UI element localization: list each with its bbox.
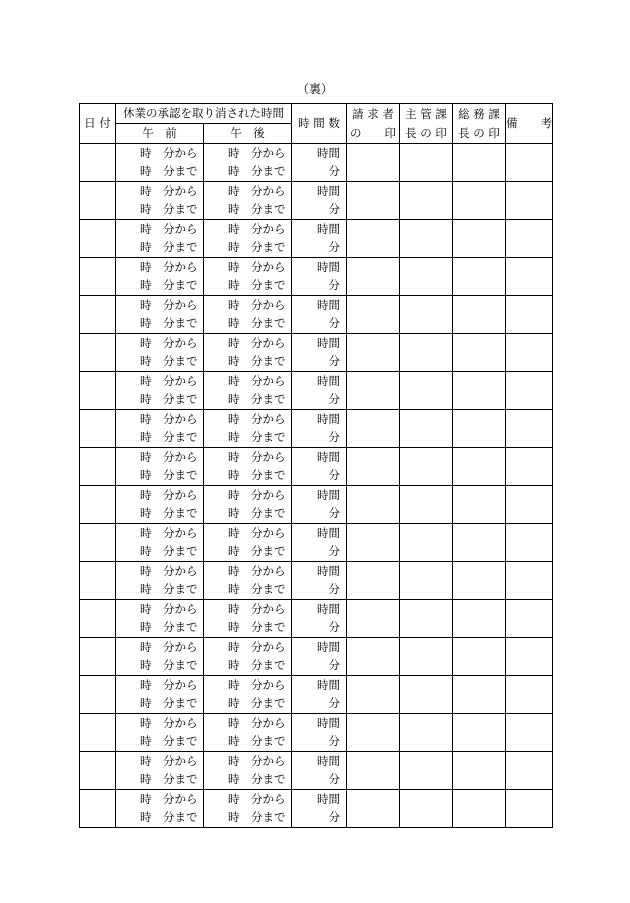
requester-seal-cell[interactable]	[347, 220, 400, 258]
general-affairs-seal-header	[453, 104, 506, 144]
hours-label: 時間	[317, 146, 340, 160]
time-to-label: 時 分まで	[140, 544, 198, 558]
entry-row	[80, 410, 553, 448]
remarks-cell[interactable]	[506, 638, 553, 676]
time-to-label: 時 分まで	[228, 544, 286, 558]
requester-seal-cell[interactable]	[347, 714, 400, 752]
time-from-label: 時 分から	[228, 184, 286, 198]
cancellation-record-table	[79, 103, 553, 828]
date-cell[interactable]	[80, 562, 116, 600]
entry-row	[80, 524, 553, 562]
pm-time-cell[interactable]	[204, 676, 292, 714]
date-cell[interactable]	[80, 296, 116, 334]
time-to-label: 時 分まで	[140, 582, 198, 596]
time-from-label: 時 分から	[228, 336, 286, 350]
chief-seal-cell[interactable]	[400, 714, 453, 752]
time-from-label: 時 分から	[140, 222, 198, 236]
time-from-label: 時 分から	[140, 716, 198, 730]
time-to-label: 時 分まで	[140, 772, 198, 786]
pm-time-cell[interactable]	[204, 448, 292, 486]
am-time-cell[interactable]	[116, 676, 204, 714]
chief-seal-cell[interactable]	[400, 676, 453, 714]
hours-label: 時間	[317, 716, 340, 730]
general-seal-header-bottom: 長 の 印	[458, 126, 500, 140]
pm-header: 午 後	[204, 124, 292, 144]
hours-label: 時間	[317, 450, 340, 464]
time-to-label: 時 分まで	[228, 696, 286, 710]
general-affairs-seal-cell[interactable]	[453, 752, 506, 790]
hours-cell[interactable]	[292, 372, 347, 410]
general-affairs-seal-cell[interactable]	[453, 410, 506, 448]
chief-seal-cell[interactable]	[400, 562, 453, 600]
chief-seal-cell[interactable]	[400, 448, 453, 486]
am-time-cell[interactable]	[116, 486, 204, 524]
entry-row	[80, 676, 553, 714]
time-from-label: 時 分から	[228, 678, 286, 692]
hours-header: 時 間 数	[292, 104, 347, 144]
entry-row	[80, 600, 553, 638]
am-time-cell[interactable]	[116, 448, 204, 486]
date-cell[interactable]	[80, 486, 116, 524]
time-to-label: 時 分まで	[228, 392, 286, 406]
general-affairs-seal-cell[interactable]	[453, 790, 506, 828]
time-to-label: 時 分まで	[228, 316, 286, 330]
date-cell[interactable]	[80, 676, 116, 714]
minutes-label: 分	[328, 354, 340, 368]
hours-cell[interactable]	[292, 410, 347, 448]
time-from-label: 時 分から	[140, 792, 198, 806]
time-to-label: 時 分まで	[228, 164, 286, 178]
entry-row	[80, 638, 553, 676]
page-caption: （裏）	[296, 82, 333, 96]
general-affairs-seal-cell[interactable]	[453, 638, 506, 676]
time-from-label: 時 分から	[140, 260, 198, 274]
date-cell[interactable]	[80, 524, 116, 562]
chief-seal-cell[interactable]	[400, 638, 453, 676]
am-time-cell[interactable]	[116, 714, 204, 752]
time-to-label: 時 分まで	[140, 240, 198, 254]
time-to-label: 時 分まで	[140, 278, 198, 292]
requester-seal-cell[interactable]	[347, 790, 400, 828]
requester-seal-cell[interactable]	[347, 486, 400, 524]
time-to-label: 時 分まで	[140, 734, 198, 748]
time-to-label: 時 分まで	[140, 468, 198, 482]
am-time-cell[interactable]	[116, 524, 204, 562]
pm-time-cell[interactable]	[204, 752, 292, 790]
requester-seal-cell[interactable]	[347, 182, 400, 220]
remarks-cell[interactable]	[506, 144, 553, 182]
general-affairs-seal-cell[interactable]	[453, 182, 506, 220]
requester-seal-cell[interactable]	[347, 410, 400, 448]
hours-cell[interactable]	[292, 790, 347, 828]
time-to-label: 時 分まで	[228, 430, 286, 444]
time-to-label: 時 分まで	[228, 506, 286, 520]
general-affairs-seal-cell[interactable]	[453, 296, 506, 334]
minutes-label: 分	[328, 240, 340, 254]
remarks-cell[interactable]	[506, 752, 553, 790]
date-cell[interactable]	[80, 334, 116, 372]
am-header: 午 前	[116, 124, 204, 144]
general-affairs-seal-cell[interactable]	[453, 220, 506, 258]
hours-label: 時間	[317, 184, 340, 198]
chief-seal-header	[400, 104, 453, 144]
requester-seal-header-top: 請 求 者	[352, 107, 394, 121]
remarks-cell[interactable]	[506, 790, 553, 828]
requester-seal-cell[interactable]	[347, 372, 400, 410]
am-time-cell[interactable]	[116, 334, 204, 372]
time-to-label: 時 分まで	[228, 658, 286, 672]
date-cell[interactable]	[80, 372, 116, 410]
date-cell[interactable]	[80, 220, 116, 258]
am-time-cell[interactable]	[116, 182, 204, 220]
hours-cell[interactable]	[292, 714, 347, 752]
am-time-cell[interactable]	[116, 296, 204, 334]
entry-row	[80, 752, 553, 790]
entry-row	[80, 714, 553, 752]
chief-seal-cell[interactable]	[400, 486, 453, 524]
general-affairs-seal-cell[interactable]	[453, 372, 506, 410]
minutes-label: 分	[328, 544, 340, 558]
hours-label: 時間	[317, 336, 340, 350]
entry-row	[80, 144, 553, 182]
chief-seal-cell[interactable]	[400, 600, 453, 638]
pm-time-cell[interactable]	[204, 144, 292, 182]
time-to-label: 時 分まで	[228, 734, 286, 748]
requester-seal-cell[interactable]	[347, 752, 400, 790]
pm-time-cell[interactable]	[204, 334, 292, 372]
hours-label: 時間	[317, 640, 340, 654]
date-cell[interactable]	[80, 410, 116, 448]
minutes-label: 分	[328, 468, 340, 482]
remarks-header: 備 考	[506, 104, 553, 144]
hours-cell[interactable]	[292, 562, 347, 600]
remarks-cell[interactable]	[506, 182, 553, 220]
date-cell[interactable]	[80, 752, 116, 790]
time-from-label: 時 分から	[140, 678, 198, 692]
chief-seal-header-top: 主 管 課	[405, 107, 447, 121]
hours-cell[interactable]	[292, 296, 347, 334]
am-time-cell[interactable]	[116, 752, 204, 790]
chief-seal-cell[interactable]	[400, 752, 453, 790]
am-time-cell[interactable]	[116, 790, 204, 828]
hours-label: 時間	[317, 678, 340, 692]
time-to-label: 時 分まで	[140, 696, 198, 710]
minutes-label: 分	[328, 582, 340, 596]
time-from-label: 時 分から	[140, 374, 198, 388]
time-from-label: 時 分から	[228, 792, 286, 806]
time-from-label: 時 分から	[140, 488, 198, 502]
remarks-cell[interactable]	[506, 220, 553, 258]
time-to-label: 時 分まで	[228, 582, 286, 596]
general-affairs-seal-cell[interactable]	[453, 676, 506, 714]
remarks-cell[interactable]	[506, 600, 553, 638]
hours-label: 時間	[317, 602, 340, 616]
remarks-cell[interactable]	[506, 676, 553, 714]
requester-seal-cell[interactable]	[347, 258, 400, 296]
date-cell[interactable]	[80, 144, 116, 182]
time-from-label: 時 分から	[140, 146, 198, 160]
time-from-label: 時 分から	[140, 602, 198, 616]
minutes-label: 分	[328, 658, 340, 672]
remarks-cell[interactable]	[506, 524, 553, 562]
chief-seal-cell[interactable]	[400, 144, 453, 182]
entry-row	[80, 220, 553, 258]
am-time-cell[interactable]	[116, 220, 204, 258]
am-time-cell[interactable]	[116, 600, 204, 638]
minutes-label: 分	[328, 810, 340, 824]
time-from-label: 時 分から	[140, 336, 198, 350]
minutes-label: 分	[328, 392, 340, 406]
time-to-label: 時 分まで	[140, 620, 198, 634]
requester-seal-cell[interactable]	[347, 144, 400, 182]
pm-time-cell[interactable]	[204, 600, 292, 638]
date-cell[interactable]	[80, 600, 116, 638]
general-affairs-seal-cell[interactable]	[453, 486, 506, 524]
requester-seal-cell[interactable]	[347, 562, 400, 600]
time-from-label: 時 分から	[228, 602, 286, 616]
time-to-label: 時 分まで	[140, 164, 198, 178]
general-affairs-seal-cell[interactable]	[453, 334, 506, 372]
entry-row	[80, 334, 553, 372]
date-cell[interactable]	[80, 448, 116, 486]
hours-cell[interactable]	[292, 448, 347, 486]
hours-cell[interactable]	[292, 182, 347, 220]
requester-seal-cell[interactable]	[347, 448, 400, 486]
time-from-label: 時 分から	[140, 298, 198, 312]
minutes-label: 分	[328, 506, 340, 520]
hours-label: 時間	[317, 792, 340, 806]
chief-seal-cell[interactable]	[400, 334, 453, 372]
entry-row	[80, 448, 553, 486]
time-from-label: 時 分から	[140, 564, 198, 578]
hours-cell[interactable]	[292, 638, 347, 676]
remarks-cell[interactable]	[506, 334, 553, 372]
requester-seal-cell[interactable]	[347, 524, 400, 562]
time-from-label: 時 分から	[140, 640, 198, 654]
time-from-label: 時 分から	[140, 184, 198, 198]
hours-label: 時間	[317, 488, 340, 502]
time-from-label: 時 分から	[140, 754, 198, 768]
time-from-label: 時 分から	[140, 412, 198, 426]
entry-row	[80, 182, 553, 220]
remarks-cell[interactable]	[506, 372, 553, 410]
hours-label: 時間	[317, 412, 340, 426]
entry-row	[80, 486, 553, 524]
requester-seal-cell[interactable]	[347, 676, 400, 714]
hours-cell[interactable]	[292, 486, 347, 524]
minutes-label: 分	[328, 430, 340, 444]
chief-seal-header-bottom: 長 の 印	[405, 126, 447, 140]
time-to-label: 時 分まで	[228, 354, 286, 368]
time-to-label: 時 分まで	[140, 810, 198, 824]
chief-seal-cell[interactable]	[400, 372, 453, 410]
date-header: 日 付	[80, 104, 116, 144]
time-from-label: 時 分から	[140, 450, 198, 464]
hours-cell[interactable]	[292, 524, 347, 562]
requester-seal-cell[interactable]	[347, 296, 400, 334]
pm-time-cell[interactable]	[204, 410, 292, 448]
pm-time-cell[interactable]	[204, 296, 292, 334]
hours-cell[interactable]	[292, 600, 347, 638]
minutes-label: 分	[328, 696, 340, 710]
am-time-cell[interactable]	[116, 372, 204, 410]
time-from-label: 時 分から	[228, 146, 286, 160]
hours-label: 時間	[317, 374, 340, 388]
remarks-cell[interactable]	[506, 486, 553, 524]
hours-label: 時間	[317, 260, 340, 274]
chief-seal-cell[interactable]	[400, 258, 453, 296]
time-from-label: 時 分から	[228, 640, 286, 654]
general-affairs-seal-cell[interactable]	[453, 144, 506, 182]
am-time-cell[interactable]	[116, 638, 204, 676]
remarks-cell[interactable]	[506, 410, 553, 448]
time-to-label: 時 分まで	[140, 430, 198, 444]
hours-label: 時間	[317, 298, 340, 312]
time-from-label: 時 分から	[228, 716, 286, 730]
minutes-label: 分	[328, 620, 340, 634]
time-to-label: 時 分まで	[140, 392, 198, 406]
pm-time-cell[interactable]	[204, 524, 292, 562]
hours-cell[interactable]	[292, 220, 347, 258]
hours-cell[interactable]	[292, 258, 347, 296]
hours-label: 時間	[317, 526, 340, 540]
time-from-label: 時 分から	[228, 222, 286, 236]
entry-row	[80, 372, 553, 410]
hours-cell[interactable]	[292, 334, 347, 372]
chief-seal-cell[interactable]	[400, 410, 453, 448]
time-from-label: 時 分から	[228, 754, 286, 768]
requester-seal-cell[interactable]	[347, 638, 400, 676]
pm-time-cell[interactable]	[204, 714, 292, 752]
pm-time-cell[interactable]	[204, 638, 292, 676]
minutes-label: 分	[328, 316, 340, 330]
date-cell[interactable]	[80, 182, 116, 220]
hours-label: 時間	[317, 754, 340, 768]
time-from-label: 時 分から	[228, 412, 286, 426]
general-seal-header-top: 総 務 課	[458, 107, 500, 121]
time-from-label: 時 分から	[228, 450, 286, 464]
am-time-cell[interactable]	[116, 410, 204, 448]
time-from-label: 時 分から	[228, 298, 286, 312]
date-cell[interactable]	[80, 790, 116, 828]
entry-row	[80, 258, 553, 296]
general-affairs-seal-cell[interactable]	[453, 714, 506, 752]
pm-time-cell[interactable]	[204, 486, 292, 524]
requester-seal-cell[interactable]	[347, 334, 400, 372]
requester-seal-cell[interactable]	[347, 600, 400, 638]
chief-seal-cell[interactable]	[400, 524, 453, 562]
time-to-label: 時 分まで	[228, 240, 286, 254]
hours-label: 時間	[317, 222, 340, 236]
time-to-label: 時 分まで	[228, 772, 286, 786]
time-to-label: 時 分まで	[140, 316, 198, 330]
pm-time-cell[interactable]	[204, 220, 292, 258]
am-time-cell[interactable]	[116, 562, 204, 600]
pm-time-cell[interactable]	[204, 790, 292, 828]
am-time-cell[interactable]	[116, 258, 204, 296]
date-cell[interactable]	[80, 638, 116, 676]
pm-time-cell[interactable]	[204, 372, 292, 410]
hours-cell[interactable]	[292, 144, 347, 182]
time-to-label: 時 分まで	[140, 658, 198, 672]
time-to-label: 時 分まで	[140, 506, 198, 520]
minutes-label: 分	[328, 278, 340, 292]
chief-seal-cell[interactable]	[400, 220, 453, 258]
time-to-label: 時 分まで	[228, 810, 286, 824]
remarks-cell[interactable]	[506, 258, 553, 296]
time-from-label: 時 分から	[228, 564, 286, 578]
time-to-label: 時 分まで	[228, 202, 286, 216]
chief-seal-cell[interactable]	[400, 296, 453, 334]
time-to-label: 時 分まで	[228, 468, 286, 482]
general-affairs-seal-cell[interactable]	[453, 600, 506, 638]
minutes-label: 分	[328, 772, 340, 786]
date-cell[interactable]	[80, 714, 116, 752]
pm-time-cell[interactable]	[204, 258, 292, 296]
time-to-label: 時 分まで	[228, 620, 286, 634]
pm-time-cell[interactable]	[204, 182, 292, 220]
time-to-label: 時 分まで	[140, 354, 198, 368]
requester-seal-header-bottom: の 印	[350, 126, 396, 140]
general-affairs-seal-cell[interactable]	[453, 562, 506, 600]
hours-label: 時間	[317, 564, 340, 578]
general-affairs-seal-cell[interactable]	[453, 258, 506, 296]
time-from-label: 時 分から	[228, 374, 286, 388]
hours-cell[interactable]	[292, 752, 347, 790]
entry-row	[80, 562, 553, 600]
time-from-label: 時 分から	[228, 526, 286, 540]
hours-cell[interactable]	[292, 676, 347, 714]
minutes-label: 分	[328, 202, 340, 216]
requester-seal-header	[347, 104, 400, 144]
remarks-cell[interactable]	[506, 714, 553, 752]
chief-seal-cell[interactable]	[400, 790, 453, 828]
cancelled-span-header: 休業の承認を取り消された時間	[116, 104, 292, 124]
minutes-label: 分	[328, 164, 340, 178]
entry-row	[80, 296, 553, 334]
entry-row	[80, 790, 553, 828]
remarks-cell[interactable]	[506, 448, 553, 486]
time-from-label: 時 分から	[140, 526, 198, 540]
remarks-cell[interactable]	[506, 296, 553, 334]
time-to-label: 時 分まで	[140, 202, 198, 216]
general-affairs-seal-cell[interactable]	[453, 448, 506, 486]
time-from-label: 時 分から	[228, 260, 286, 274]
chief-seal-cell[interactable]	[400, 182, 453, 220]
date-cell[interactable]	[80, 258, 116, 296]
remarks-cell[interactable]	[506, 562, 553, 600]
minutes-label: 分	[328, 734, 340, 748]
time-from-label: 時 分から	[228, 488, 286, 502]
time-to-label: 時 分まで	[228, 278, 286, 292]
am-time-cell[interactable]	[116, 144, 204, 182]
pm-time-cell[interactable]	[204, 562, 292, 600]
general-affairs-seal-cell[interactable]	[453, 524, 506, 562]
